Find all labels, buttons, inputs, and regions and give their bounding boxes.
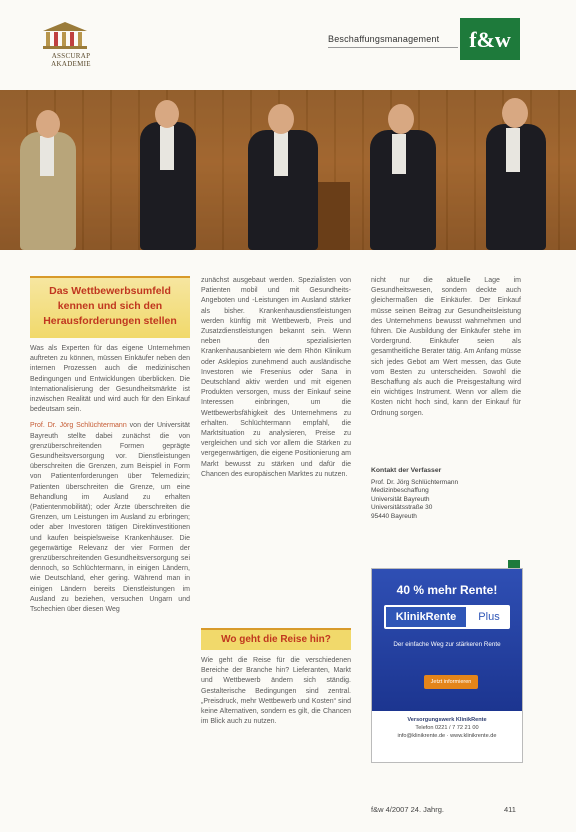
ad-banner xyxy=(372,569,522,711)
author-line: Universitätsstraße 30 xyxy=(371,504,433,511)
ad-cta-button[interactable]: Jetzt informieren xyxy=(424,675,478,689)
col2b-para1: Wie geht die Reise für die verschiedenen Bereiche der Branche hin? Lieferanten, Markt und Wettbewerb ändern sich ständig. Gestalterische Bedingungen sind zentral. „Preisdruck, mehr Wettbewerb und Kosten“ sind keine Alternativen, sondern es gilt, die Chancen im Blick auch zu nutzen. xyxy=(201,657,351,726)
event-photo xyxy=(0,90,576,250)
author-line: Universität Bayreuth xyxy=(371,495,430,503)
temple-icon xyxy=(40,20,90,50)
section-title: Beschaffungsmanagement xyxy=(328,34,440,44)
ad-foot-phone: Telefon 0221 / 7 72 21 00 xyxy=(415,725,479,731)
headline-line1: Das Wettbewerbsumfeld xyxy=(49,285,171,297)
ad-brand-logo xyxy=(384,605,510,629)
lead-speaker-name: Prof. Dr. Jörg Schlüchtermann xyxy=(30,422,127,430)
author-line: Prof. Dr. Jörg Schlüchtermann xyxy=(371,478,459,486)
ad-foot-title: Versorgungswerk KlinikRente xyxy=(407,717,487,723)
author-contact xyxy=(371,467,521,521)
ad-brand: KlinikRente xyxy=(386,607,466,627)
header-rule xyxy=(328,47,458,48)
headline-line3: Herausforderungen stellen xyxy=(43,315,177,327)
logo-line2: AKADEMIE xyxy=(51,60,91,68)
academy-logo xyxy=(30,18,130,80)
col1-para2: von der Universität Bayreuth stellte dabei zunächst die von grenzüberschreitenden Formen geprägte Gesundheitsversorgung vor. Dienstleistungen überschreiten die Grenzen, zum Beispiel in Form von Patientenforderungen über Telemedizin; Patienten überschreiten die Grenze, um eine Behandlung im Ausland zu erhalten (Patientenmobilität); oder Ärzte überschreiten die Grenzen, um Leistungen im Ausland zu erbringen; oder aber Investoren tätigen Direktinvestitionen und kaufen beispielsweise Krankenhäuser. Die gegenwärtige Relevanz der vier Formen der grenzüberschreitenden Gesundheitsversorgung sei dennoch, so Schlüchtermann, in einigen Ländern, wie Deutschland, eher gering. Während man in einigen Ländern bereits Dienstleistungen im Ausland zu beziehen, versuchen Ungarn und Tschechien über diesen Weg xyxy=(30,422,190,614)
page-number: 411 xyxy=(504,805,516,814)
ad-subline: Der einfache Weg zur stärkeren Rente xyxy=(393,641,501,648)
col2-para1: zunächst ausgebaut werden. Spezialisten von Patienten mobil und mit Gesundheits-Angeboten und -Leistungen im Ausland stärker als bisher. Krankenhausdienstleistungen werden künftig mit Wettbewerb, Preis und Zusatzdienstleistungen bekannt sein. Wenn neben den spezialisierten Krankenhausanbietern wie dem Rhön Klinikum oder Asklepios zunehmend auch ausländische Investoren wie Fresenius oder Sana in Deutschland aktiv werden und mit eigenen Produkten versorgen, muss der Einkauf seine Interessen einbringen, um die Wettbewerbsfähigkeit des Unternehmens zu erhalten. Schlüchtermann empfahl, die Marktsituation zu analysieren, Preise zu vergleichen und sich vor allem die Stärken zu vergegenwärtigen, die eigene Positionierung am Markt bewusst zu stärken und dafür die Chancen des europäischen Marktes zu nutzen. xyxy=(201,277,351,478)
col3-para1: nicht nur die aktuelle Lage im Gesundheitswesen, sondern deckte auch gleichermaßen die Einkäufer. Der Einkauf müsse seinen Beitrag zur Gesundheitsleistung des Unternehmens bewusst wahrnehmen und führen. Die Ausbildung der Einkäufer stehe im Vordergrund. Einkäufer seien als gesamtheitliche Berater tätig. Am Anfang müsse sich jedes Gebot am Wert messen, das Gute vom Besten zu unterscheiden. Sowohl die Beschaffung als auch die Preisgestaltung wird ein wichtiges Instrument. Wenn vor allem die Kosten nicht hoch sind, kann der Einkauf für Ordnung sorgen. xyxy=(371,277,521,417)
klinikrente-ad[interactable] xyxy=(371,568,523,763)
column-2-continued xyxy=(201,656,351,788)
logo-line1: ASSCURAP xyxy=(51,52,91,60)
section-subhead: Wo geht die Reise hin? xyxy=(201,628,351,650)
ad-brand-plus: Plus xyxy=(478,611,500,623)
ad-footer xyxy=(376,716,518,740)
author-line: Medizinbeschaffung xyxy=(371,487,429,494)
col1-para1: Was als Experten für das eigene Unternehmen auftreten zu können, müssen Einkäufer neben den internen Prozessen auch die medizinischen Bedingungen und Entwicklungen überblicken. Die Internationalisierung der Gesundheitsmärkte ist inzwischen Realität und wird auch für den Einkauf bedeutsam sein. xyxy=(30,345,190,414)
author-title: Kontakt der Verfasser xyxy=(371,467,442,474)
headline-line2: kennen und sich den xyxy=(57,300,163,312)
author-line: 95440 Bayreuth xyxy=(371,512,417,520)
column-3 xyxy=(371,276,521,456)
ad-foot-web: info@klinikrente.de · www.klinikrente.de xyxy=(397,733,497,739)
column-2 xyxy=(201,276,351,620)
ad-headline: 40 % mehr Rente! xyxy=(396,583,498,597)
column-1 xyxy=(30,344,190,789)
journal-badge: f&w xyxy=(460,18,520,60)
article-headline xyxy=(30,276,190,338)
issue-info: f&w 4/2007 24. Jahrg. xyxy=(371,805,444,814)
